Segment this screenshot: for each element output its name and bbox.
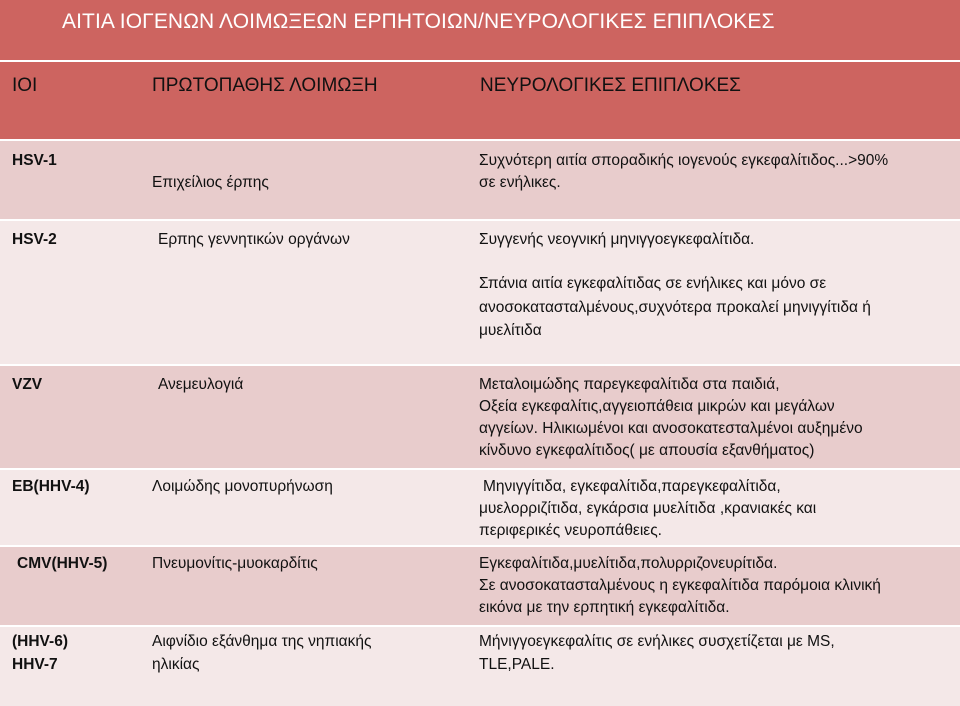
complications-line: σε ενήλικες. <box>479 174 561 191</box>
table-row <box>0 627 960 706</box>
virus-cell: HSV-1 <box>12 152 57 169</box>
complications-line: TLE,PALE. <box>479 656 555 673</box>
table-row <box>0 366 960 470</box>
header-primary-infection: ΠΡΩΤΟΠΑΘΗΣ ΛΟΙΜΩΞΗ <box>152 75 378 96</box>
table-row <box>0 547 960 627</box>
complications-line: εικόνα με την ερπητική εγκεφαλίτιδα. <box>479 599 730 616</box>
virus-cell: CMV(HHV-5) <box>17 555 108 572</box>
virus-cell: HSV-2 <box>12 231 57 248</box>
primary-infection-cell: Αιφνίδιο εξάνθημα της νηπιακής <box>152 633 372 650</box>
complications-line: Συγγενής νεογνική μηνιγγοεγκεφαλίτιδα. <box>479 231 755 248</box>
header-neuro-complications: ΝΕΥΡΟΛΟΓΙΚΕΣ ΕΠΙΠΛΟΚΕΣ <box>480 75 741 96</box>
virus-cell: VZV <box>12 376 43 393</box>
table-header-row <box>0 62 960 141</box>
complications-line: μυελορριζίτιδα, εγκάρσια μυελίτιδα ,κρανιακές και <box>479 500 817 517</box>
complications-line: κίνδυνο εγκεφαλίτιδος( με απουσία εξανθήματος) <box>479 442 815 459</box>
complications-line: Μεταλοιμώδης παρεγκεφαλίτιδα στα παιδιά, <box>479 376 780 393</box>
table-row <box>0 470 960 547</box>
primary-infection-cell: Ερπης γεννητικών οργάνων <box>158 231 350 248</box>
complications-line: Σε ανοσοκατασταλμένους η εγκεφαλίτιδα παρόμοια κλινική <box>479 577 881 594</box>
complications-line: Συχνότερη αιτία σποραδικής ιογενούς εγκεφαλίτιδος...>90% <box>479 152 889 169</box>
virus-cell: (HHV-6) <box>12 633 68 650</box>
complications-line: Μήνιγγοεγκεφαλίτις σε ενήλικες συσχετίζεται με MS, <box>479 633 835 650</box>
primary-infection-cell: Πνευμονίτις-μυοκαρδίτις <box>152 555 318 572</box>
primary-infection-cell: Επιχείλιος έρπης <box>152 174 269 191</box>
complications-line: αγγείων. Ηλικιωμένοι και ανοσοκατεσταλμένοι αυξημένο <box>479 420 863 437</box>
virus-cell: HHV-7 <box>12 656 58 673</box>
complications-line: περιφερικές νευροπάθειες. <box>479 522 662 539</box>
complications-line: Μηνιγγίτιδα, εγκεφαλίτιδα,παρεγκεφαλίτιδα, <box>483 478 781 495</box>
title-bar <box>0 0 960 62</box>
virus-cell: EB(HHV-4) <box>12 478 90 495</box>
table-row <box>0 141 960 221</box>
primary-infection-cell: Λοιμώδης μονοπυρήνωση <box>152 478 333 495</box>
primary-infection-cell: ηλικίας <box>152 656 200 673</box>
complications-line: Οξεία εγκεφαλίτις,αγγειοπάθεια μικρών και μεγάλων <box>479 398 835 415</box>
table-row <box>0 221 960 366</box>
slide-title: ΑΙΤΙΑ ΙΟΓΕΝΩΝ ΛΟΙΜΩΞΕΩΝ ΕΡΠΗΤΟΙΩΝ/ΝΕΥΡΟΛΟΓΙΚΕΣ ΕΠΙΠΛΟΚΕΣ <box>62 10 775 33</box>
header-virus: ΙΟΙ <box>12 75 38 96</box>
complications-line: ανοσοκατασταλμένους,συχνότερα προκαλεί μηνιγγίτιδα ή <box>479 299 871 316</box>
complications-line: μυελίτιδα <box>479 322 542 339</box>
complications-line: Εγκεφαλίτιδα,μυελίτιδα,πολυρριζονευρίτιδα. <box>479 555 778 572</box>
complications-line: Σπάνια αιτία εγκεφαλίτιδας σε ενήλικες και μόνο σε <box>479 275 827 292</box>
primary-infection-cell: Ανεμευλογιά <box>158 376 244 393</box>
